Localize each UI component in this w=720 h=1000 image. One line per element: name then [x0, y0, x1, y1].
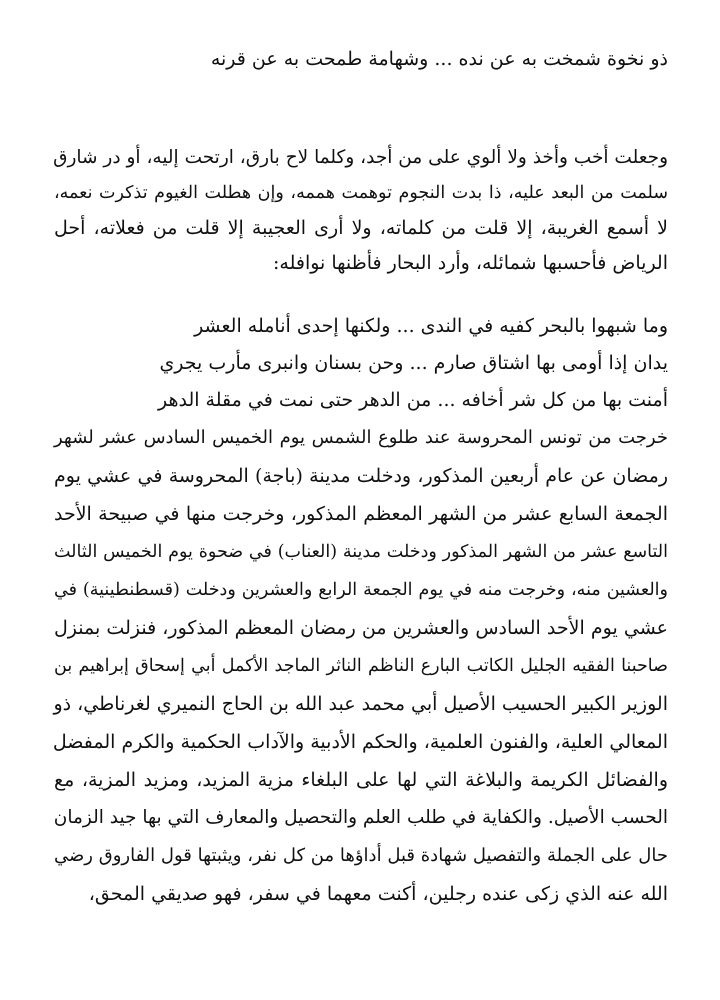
paragraph-line: الجمعة السابع عشر من الشهر المعظم المذكور، وخرجت منها في صبيحة الأحد: [54, 503, 668, 525]
paragraph-line: خرجت من تونس المحروسة عند طلوع الشمس يوم الخميس السادس عشر لشهر: [54, 427, 668, 448]
paragraph-line: الرياض فأحسبها شمائله، وأرد البحار فأظنها نوافله:: [272, 252, 668, 274]
paragraph-line: المعالي العلية، والفنون العلمية، والحكم الأدبية والآداب الحكمية والكرم المفضل: [52, 731, 668, 753]
paragraph-line: رمضان عن عام أربعين المذكور، ودخلت مدينة (باجة) المحروسة في عشي يوم: [54, 465, 668, 487]
paragraph-line: لا أسمع الغريبة، إلا قلت من كلماته، ولا أرى العجيبة إلا قلت من فعلاته، أحل: [54, 217, 668, 239]
paragraph-line: سلمت من البعد عليه، ذا بدت النجوم توهمت هممه، وإن هطلت الغيوم تذكرت نعمه،: [54, 183, 668, 203]
paragraph-line: الحسب الأصيل. والكفاية في طلب العلم والتحصيل والمعارف التي بها جيد الزمان: [53, 807, 668, 828]
header-verse: ذو نخوة شمخت به عن نده ... وشهامة طمحت به عن قرنه: [210, 48, 668, 70]
paragraph-line: حال على الجملة والتفصيل شهادة قبل أداؤها من كل نفر، ويثبتها قول الفاروق رضي: [54, 845, 668, 866]
paragraph-line: عشي يوم الأحد السادس والعشرين من رمضان المعظم المذكور، فنزلت بمنزل: [54, 617, 668, 639]
verse-line: يدان إذا أومى بها اشتاق صارم ... وحن بسنان وانبرى مأرب يجري: [159, 352, 668, 374]
paragraph-line: صاحبنا الفقيه الجليل الكاتب البارع الناظم الناثر الماجد الأكمل أبي إسحاق إبراهيم بن: [54, 656, 668, 676]
verse-line: أمنت بها من كل شر أخافه ... من الدهر حتى نمت في مقلة الدهر: [157, 389, 668, 411]
paragraph-line: التاسع عشر من الشهر المذكور ودخلت مدينة (العناب) في ضحوة يوم الخميس الثالث: [54, 542, 668, 562]
paragraph-line: والفضائل الكريمة والبلاغة التي لها على البلغاء مزية المزيد، ومزيد المزية، مع: [54, 769, 668, 791]
paragraph-line: وجعلت أخب وأخذ ولا ألوي على من أجد، وكلما لاح بارق، ارتحت إليه، أو در شارق: [53, 147, 668, 168]
paragraph-line: والعشين منه، وخرجت منه في يوم الجمعة الرابع والعشرين ودخلت (قسطنطينية) في: [54, 580, 668, 600]
paragraph-line: الله عنه الذي زكى عنده رجلين، أكنت معهما في سفر، فهو صديقي المحق،: [88, 883, 668, 905]
paragraph-line: الوزير الكبير الحسيب الأصيل أبي محمد عبد الله بن الحاج النميري لغرناطي، ذو: [53, 693, 668, 715]
verse-line: وما شبهوا بالبحر كفيه في الندى ... ولكنها إحدى أنامله العشر: [194, 315, 668, 337]
